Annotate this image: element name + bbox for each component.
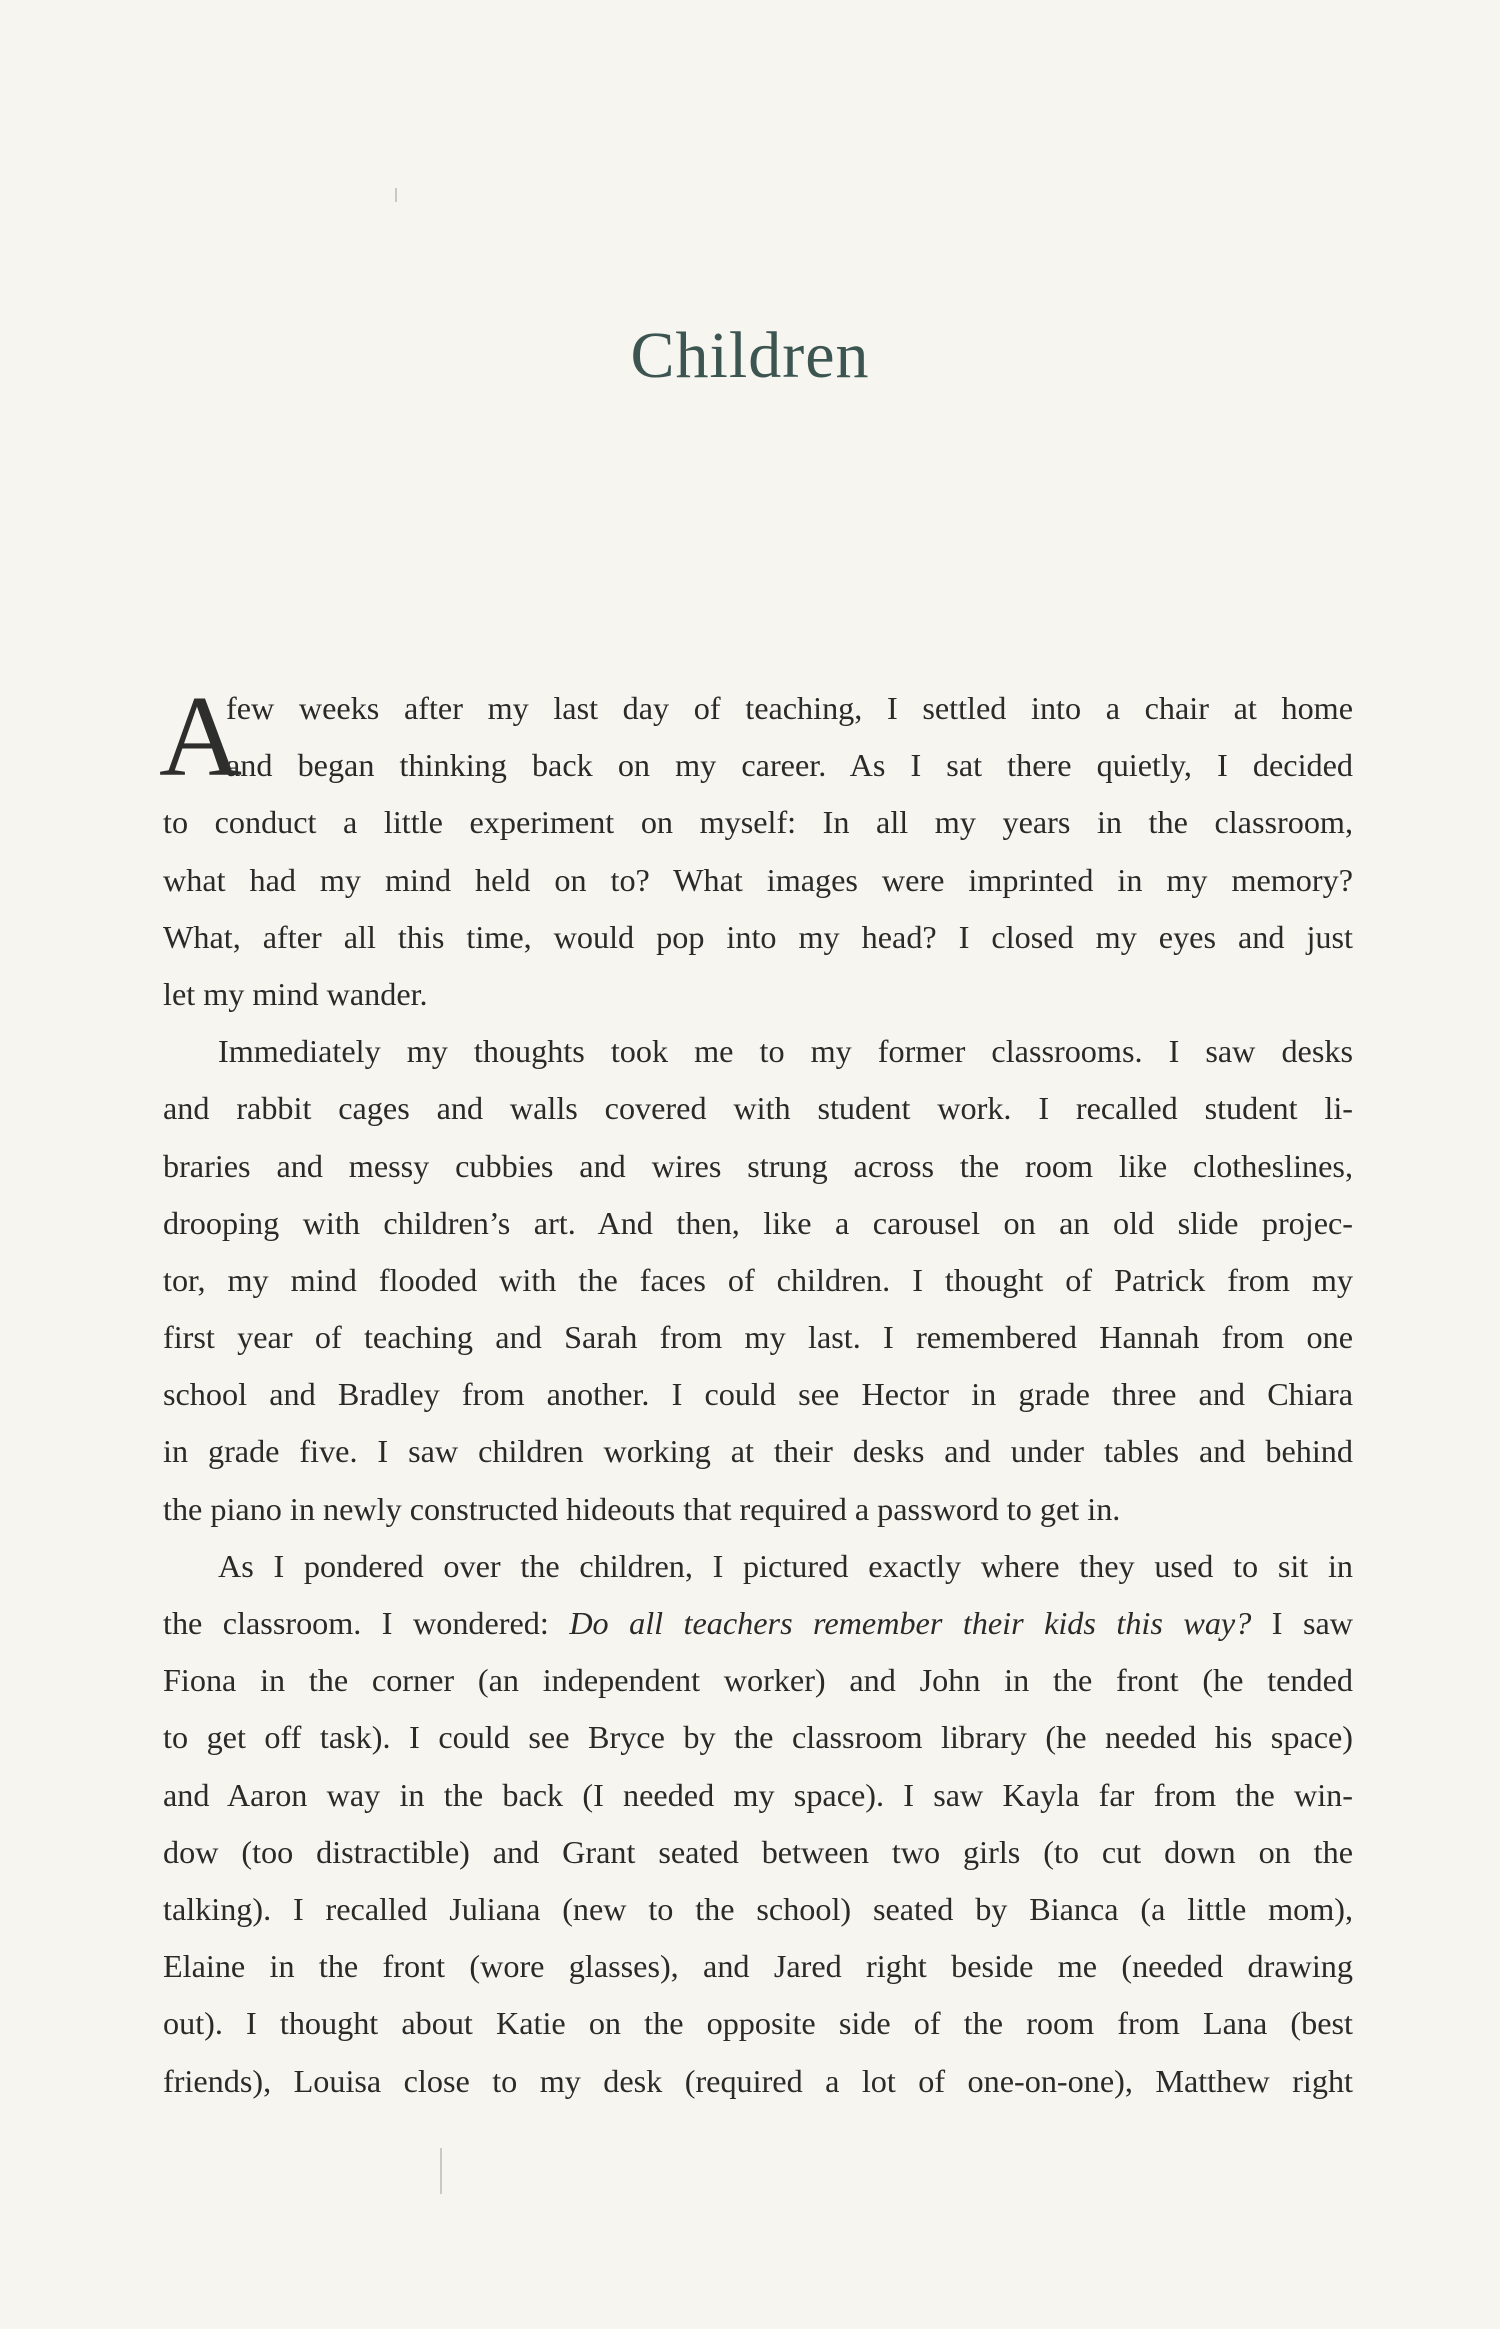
text-line: first year of teaching and Sarah from my last. I remembered Hannah from one (163, 1319, 1353, 1356)
chapter-title: Children (630, 319, 870, 392)
text-line: what had my mind held on to? What images were imprinted in my memory? (163, 861, 1353, 898)
text-line: talking). I recalled Juliana (new to the school) seated by Bianca (a little mom), (163, 1890, 1353, 1927)
italic-question: Do all teachers remember their kids this way? (569, 1605, 1252, 1641)
paragraph-2 (163, 1023, 1353, 1538)
text-line: Fiona in the corner (an independent worker) and John in the front (he tended (163, 1662, 1353, 1699)
text-line: to conduct a little experiment on myself: In all my years in the classroom, (163, 804, 1353, 841)
paragraph-1 (159, 673, 1353, 1023)
text-segment: I saw (1251, 1605, 1354, 1641)
text-line: tor, my mind flooded with the faces of children. I thought of Patrick from my (163, 1261, 1353, 1298)
text-line: Immediately my thoughts took me to my former classrooms. I saw desks (218, 1033, 1353, 1070)
text-line: What, after all this time, would pop into my head? I closed my eyes and just (163, 918, 1353, 955)
scan-artifact-top (395, 188, 397, 202)
text-line: and Aaron way in the back (I needed my space). I saw Kayla far from the win- (163, 1776, 1353, 1813)
paragraph-3 (163, 1538, 1353, 2110)
text-line: to get off task). I could see Bryce by the classroom library (he needed his space) (163, 1719, 1353, 1756)
text-line: drooping with children’s art. And then, like a carousel on an old slide projec- (163, 1204, 1353, 1241)
drop-cap: A (159, 673, 243, 800)
text-line: out). I thought about Katie on the opposite side of the room from Lana (best (163, 2005, 1353, 2042)
text-line: in grade five. I saw children working at their desks and under tables and behind (163, 1433, 1353, 1470)
text-line: the piano in newly constructed hideouts that required a password to get in. (163, 1490, 1121, 1527)
text-line: and began thinking back on my career. As I sat there quietly, I decided (226, 747, 1353, 784)
text-line: few weeks after my last day of teaching, I settled into a chair at home (226, 690, 1353, 726)
text-line: As I pondered over the children, I pictured exactly where they used to sit in (218, 1547, 1353, 1584)
text-segment: the classroom. I wondered: (163, 1605, 570, 1641)
text-line: let my mind wander. (163, 975, 428, 1012)
text-line-with-italic (163, 1595, 1353, 1652)
text-line: dow (too distractible) and Grant seated between two girls (to cut down on the (163, 1833, 1353, 1870)
text-line: friends), Louisa close to my desk (required a lot of one-on-one), Matthew right (163, 2062, 1353, 2099)
text-line: braries and messy cubbies and wires strung across the room like clotheslines, (163, 1147, 1353, 1184)
body-text (159, 673, 1354, 2110)
text-line: school and Bradley from another. I could see Hector in grade three and Chiara (163, 1376, 1353, 1413)
drop-cap-block (159, 673, 1353, 800)
text-line: and rabbit cages and walls covered with student work. I recalled student li- (163, 1090, 1353, 1127)
scan-artifact-bottom (440, 2148, 442, 2194)
text-line: Elaine in the front (wore glasses), and Jared right beside me (needed drawing (163, 1948, 1353, 1985)
